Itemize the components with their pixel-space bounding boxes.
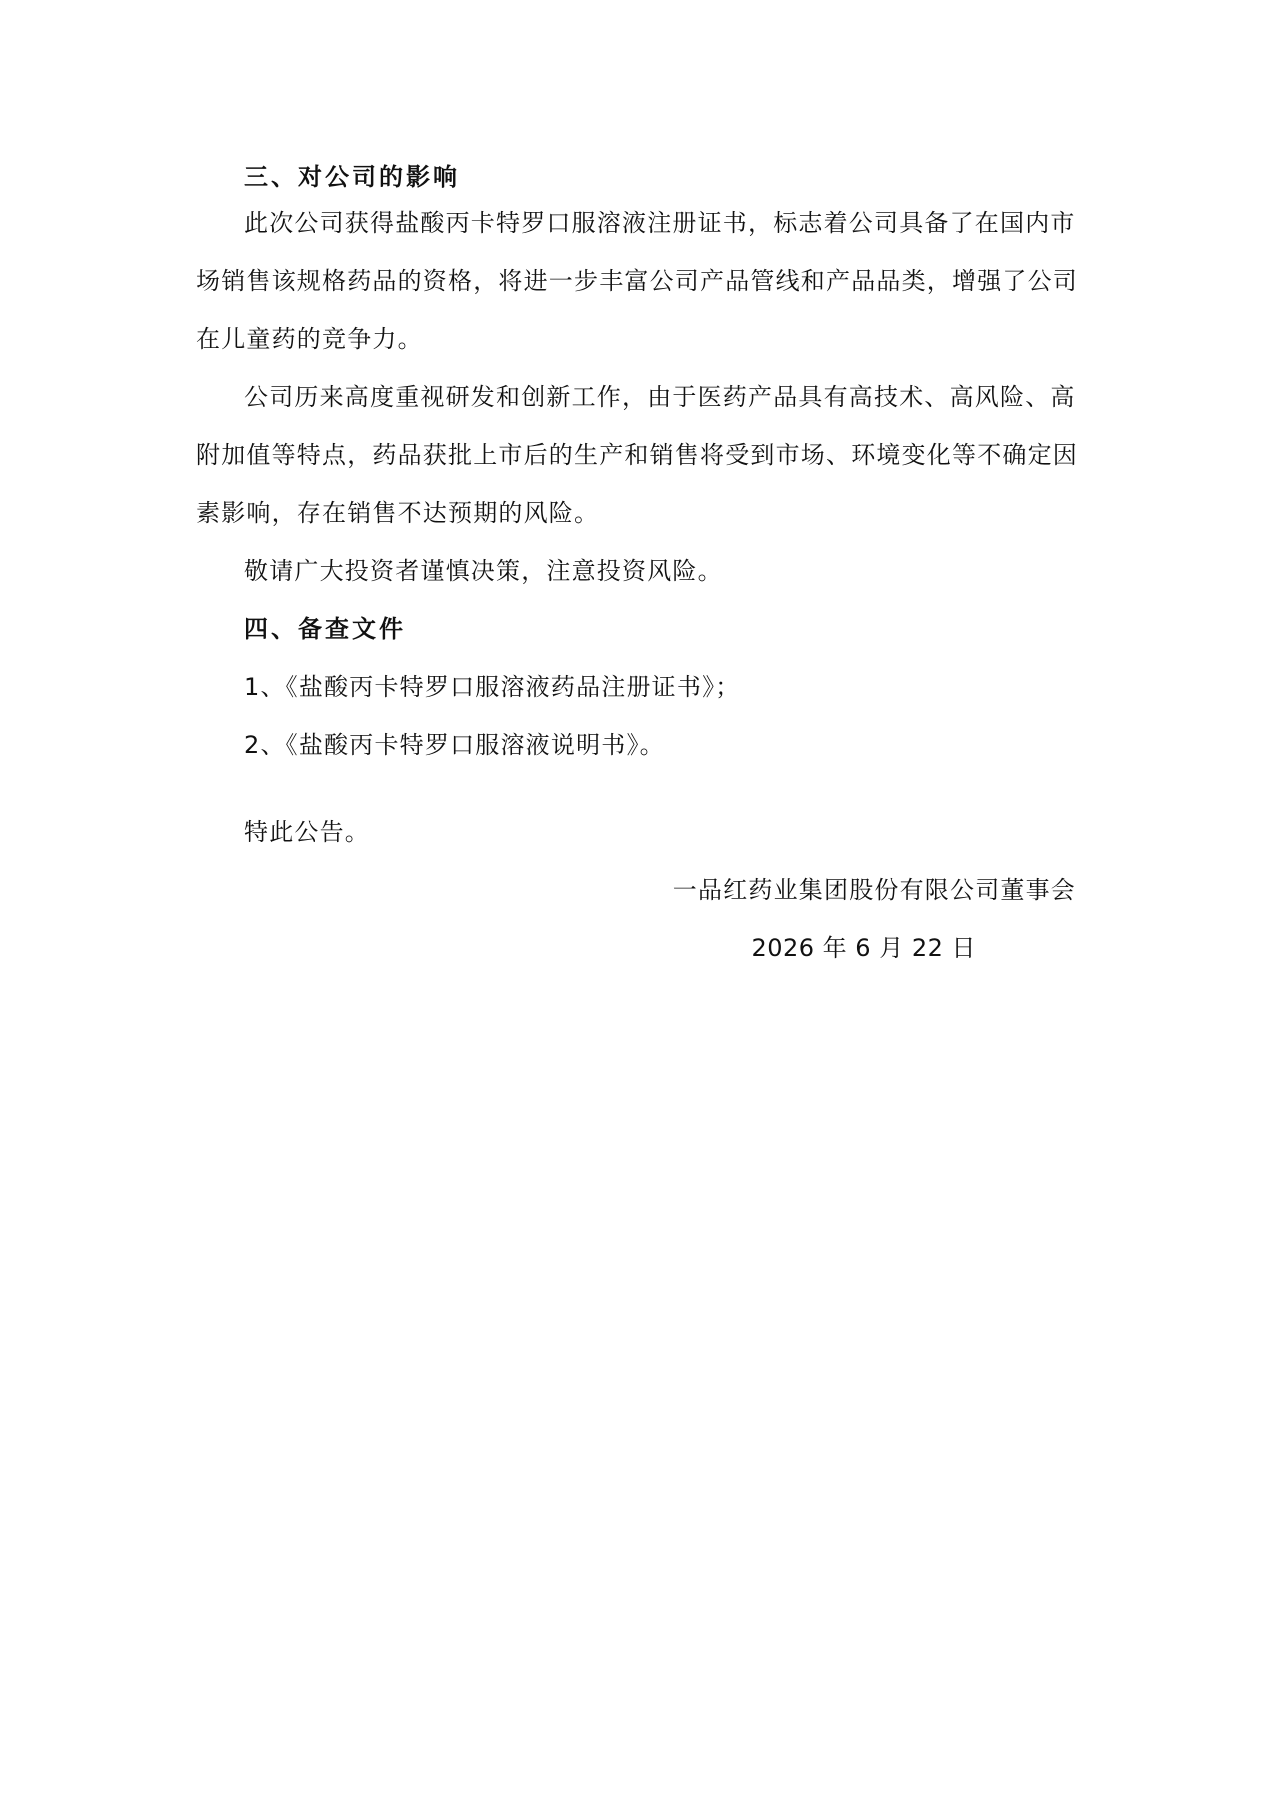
impact-para3: 敬请广大投资者谨慎决策，注意投资风险。 [244,557,723,585]
document-item-1: 1、《盐酸丙卡特罗口服溶液药品注册证书》； [244,673,741,701]
impact-para2-line1: 公司历来高度重视研发和创新工作，由于医药产品具有高技术、高风险、高 [244,383,1076,411]
impact-para2-line2: 附加值等特点，药品获批上市后的生产和销售将受到市场、环境变化等不确定因 [196,441,1078,469]
impact-para2-line3: 素影响，存在销售不达预期的风险。 [196,499,600,527]
signature-date: 2026 年 6 月 22 日 [751,934,976,962]
section-heading-impact: 三、对公司的影响 [244,163,460,191]
section-heading-documents: 四、备查文件 [244,615,406,643]
signature-company: 一品红药业集团股份有限公司董事会 [672,876,1076,904]
closing-statement: 特此公告。 [244,818,370,846]
impact-para1-line3: 在儿童药的竞争力。 [196,325,423,353]
impact-para1-line2: 场销售该规格药品的资格，将进一步丰富公司产品管线和产品品类，增强了公司 [196,267,1078,295]
document-item-2: 2、《盐酸丙卡特罗口服溶液说明书》。 [244,731,665,759]
impact-para1-line1: 此次公司获得盐酸丙卡特罗口服溶液注册证书，标志着公司具备了在国内市 [244,209,1076,237]
